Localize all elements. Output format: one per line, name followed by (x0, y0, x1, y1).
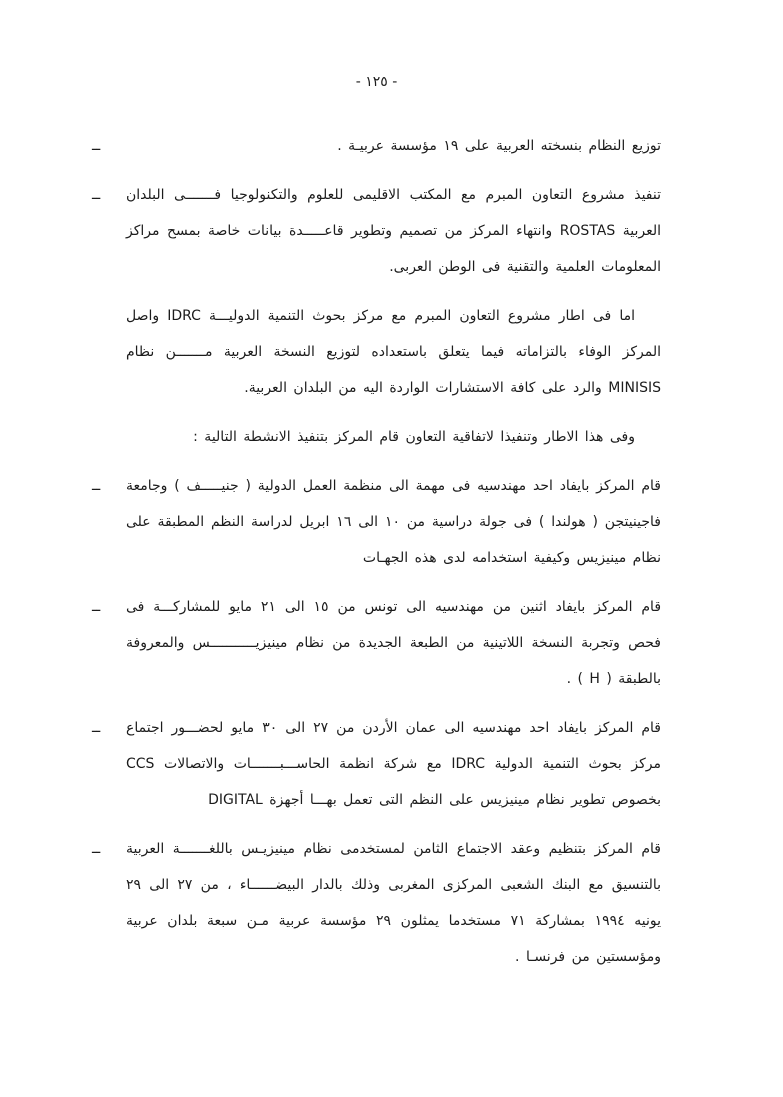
bullet-text: توزيع النظام بنسخته العربية على ١٩ مؤسسة عربيـة . (337, 138, 661, 154)
bullet-item (92, 177, 661, 285)
bullet-item (92, 589, 661, 697)
bullet-text: تنفيذ مشروع التعاون المبرم مع المكتب الاقليمى للعلوم والتكنولوجيا فـــــــى البلدان العربية ROSTAS وانتهاء المركز من تصميم وتطوير قاعـــــدة بيانات خاصة بمسح مراكز المعلومات العلمية والتقنية فى الوطن العربى. (126, 187, 661, 275)
bullet-dash: ــ (92, 187, 101, 203)
paragraph (92, 419, 661, 455)
paragraph (92, 298, 661, 406)
bullet-item (92, 710, 661, 818)
bullet-text: قام المركز بايفاد اثنين من مهندسيه الى تونس من ١٥ الى ٢١ مايو للمشاركـــة فى فحص وتجربة النسخة اللاتينية من الطبعة الجديدة من نظام مينيزيـــــــــــس والمعروفة بالطبقة ( H ) . (126, 599, 662, 687)
bullet-item (92, 468, 661, 576)
bullet-text: قام المركز بتنظيم وعقد الاجتماع الثامن لمستخدمى نظام مينيزيـس باللغـــــــة العربية بالتنسيق مع البنك الشعبى المركزى المغربى وذلك بالدار البيضــــــاء ، من ٢٧ الى ٢٩ يونيه ١٩٩٤ بمشاركة ٧١ مستخدما يمثلون ٢٩ مؤسسة عربية مـن سبعة بلدان عربية ومؤسستين من فرنسـا . (126, 841, 662, 965)
bullet-dash: ــ (92, 599, 101, 615)
bullet-dash: ــ (92, 720, 101, 736)
bullet-dash: ــ (92, 478, 101, 494)
paragraph-text: وفى هذا الاطار وتنفيذا لاتفاقية التعاون قام المركز بتنفيذ الانشطة التالية : (193, 429, 635, 445)
bullet-item (92, 831, 661, 975)
bullet-text: قام المركز بايفاد احد مهندسيه الى عمان الأردن من ٢٧ الى ٣٠ مايو لحضـــور اجتماع مركز بحوث التنمية الدولية IDRC مع شركة انظمة الحاســـبـــــــات والاتصالات CCS بخصوص تطوير نظام مينيزيس على النظم التى تعمل بهـــا أجهزة DIGITAL (126, 720, 662, 808)
bullet-item (92, 128, 661, 164)
page-number: - ١٢٥ - (355, 74, 398, 90)
bullet-text: قام المركز بايفاد احد مهندسيه فى مهمة الى منظمة العمل الدولية ( جنيـــــف ) وجامعة فاجينيتجن ( هولندا ) فى جولة دراسية من ١٠ الى ١٦ ابريل لدراسة النظم المطبقة على نظام مينيزيس وكيفية استخدامه لدى هذه الجهـات (126, 478, 661, 566)
paragraph-text: اما فى اطار مشروع التعاون المبرم مع مركز بحوث التنمية الدوليـــة IDRC واصل المركز الوفاء بالتزاماته فيما يتعلق باستعداده لتوزيع النسخة العربية مـــــــن نظام MINISIS والرد على كافة الاستشارات الواردة اليه من البلدان العربية. (126, 308, 661, 396)
bullet-dash: ــ (92, 138, 101, 154)
bullet-dash: ــ (92, 841, 101, 857)
